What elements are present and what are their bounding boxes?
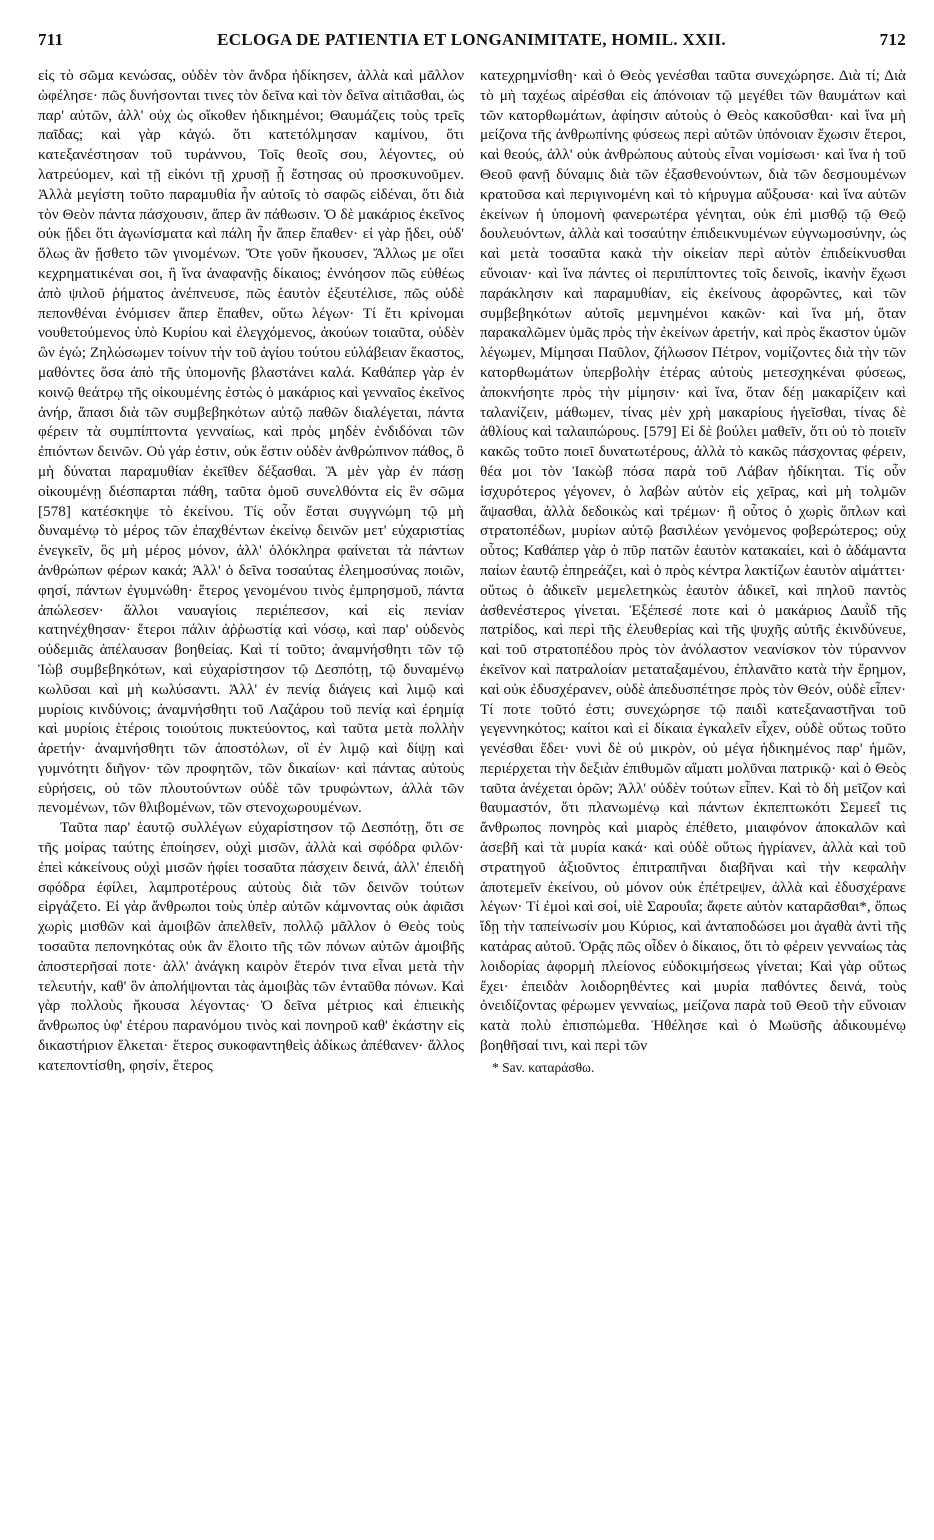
- page-number-left: 711: [38, 30, 64, 49]
- left-paragraph-1: εἰς τὸ σῶμα κενώσας, οὐδὲν τὸν ἄνδρα ἠδίκησεν, ἀλλὰ καὶ μᾶλλον ὠφέλησε· πῶς δυνήσονται τινες τὸν δεῖνα καὶ τὸν δεῖνα αἰτιᾶσθαι, ὡς παρ' αὐτῶν, ἀλλ' οὐχ ὡς οἴκοθεν ἠδικημένοι; Θαυμάζεις τοὺς τρεῖς παῖδας; καὶ γὰρ κἀγώ. ὅτι κατετόλμησαν καμίνου, ὅτι κατεξανέστησαν τοῦ τυράννου, Τοῖς θεοῖς σου, λέγοντες, οὐ λατρεύομεν, καὶ τῇ εἰκόνι τῇ χρυσῇ ᾗ ἔστησας οὐ προσκυνοῦμεν. Ἀλλὰ μεγίστη τοῦτο παραμυθία ἦν αὐτοῖς τὸ σαφῶς εἰδέναι, ὅτι διὰ τὸν Θεὸν πάντα πάσχουσιν, ἅπερ ἂν πάθωσιν. Ὁ δὲ μακάριος ἐκεῖνος οὐκ ᾔδει ὅτι ἀγωνίσματα καὶ πάλη ἦν ἅπερ ἔπαθεν· εἰ γὰρ ᾔδει, οὐδ' ὅλως ἂν ᾔσθετο τῶν γινομένων. Ὅτε γοῦν ἤκουσεν, Ἄλλως με οἴει κεχρηματικέναι σοι, ἢ ἵνα ἀναφανῇς δίκαιος; ἐννόησον πῶς εὐθέως ἀπὸ ψιλοῦ ῥήματος ἀνέπνευσε, πῶς ἑαυτὸν ἐξευτέλισε, πῶς οὐδὲ πεπονθέναι ἐνόμισεν ἅπερ ἔπαθεν, οὕτω λέγων· Τί ἔτι κρίνομαι νουθετούμενος ὑπὸ Κυρίου καὶ ἐλεγχόμενος, ἀκούων τοιαῦτα, οὐδὲν ὢν ἐγώ; Ζηλώσωμεν τοίνυν τὴν τοῦ ἁγίου τούτου εὐλάβειαν ἕκαστος, μαθόντες ὅσα ἀπὸ τῆς ὑπομονῆς βλαστάνει καλά. Καθάπερ γὰρ ἐν κοινῷ θεάτρῳ τῆς οἰκουμένης ἑστὼς ὁ μακάριος καὶ γενναῖος ἐκεῖνος ἀνήρ, ἅπασι διὰ τῶν συμβεβηκότων αὐτῷ παθῶν διαλέγεται, πάντα φέρειν τὰ συμπίπτοντα γενναίως, καὶ πρὸς μηδὲν ἐνδιδόναι τῶν ἐπιόντων δεινῶν. Οὐ γάρ ἐστιν, οὐκ ἔστιν οὐδὲν ἀνθρώπινον πάθος, ὃ μὴ δύναται παραμυθίαν ἐκεῖθεν δέξασθαι. Ἃ μὲν γὰρ ἐν πάσῃ οἰκουμένῃ διέσπαρται πάθη, ταῦτα ὁμοῦ συνελθόντα εἰς ἓν σῶμα [578] κατέσκηψε τὸ ἐκείνου. Τίς οὖν ἔσται συγγνώμη τῷ μὴ δυναμένῳ τὸ μέρος τῶν ἐπαχθέντων ἐκείνῳ δεινῶν μετ' εὐχαριστίας ἐνεγκεῖν, ὃς μὴ μέρος μόνον, ἀλλ' ὁλόκληρα φαίνεται τὰ πάντων ἀνθρώπων φέρων κακά; Ἀλλ' ὁ δεῖνα τοσαύτας ἐλεημοσύνας ποιῶν, φησί, πάντων ἐγυμνώθη· ἕτερος γενομένου τινὸς ἐμπρησμοῦ, πάντα ἀπώλεσεν· ἄλλοι ναυαγίοις περιέπεσον, καὶ εἰς πενίαν κατηνέχθησαν· ἕτεροι πάλιν ἀῤῥωστίᾳ καὶ νόσῳ, καὶ παρ' οὐδενὸς οὐδεμιᾶς ἀπέλαυσαν βοηθείας. Καὶ τί τοῦτο; ἀναμνήσθητι τῶν τῷ Ἰὼβ συμβεβηκότων, καὶ εὐχαρίστησον τῷ Δεσπότῃ, τῷ δυναμένῳ κωλῦσαι καὶ μὴ κωλύσαντι. Ἀλλ' ἐν πενίᾳ διάγεις καὶ λιμῷ καὶ μυρίοις κινδύνοις; ἀναμνήσθητι τοῦ Λαζάρου τοῦ πενίᾳ καὶ ἐρημίᾳ καὶ μυρίοις ἑτέροις τοιούτοις πυκτεύοντος, καὶ ταῦτα μετὰ πολλὴν ἀρετήν· ἀναμνήσθητι τῶν ἀποστόλων, οἳ ἐν λιμῷ καὶ δίψῃ καὶ γυμνότητι διῆγον· τῶν προφητῶν, τῶν δικαίων· καὶ πάντας αὐτοὺς εὑρήσεις, οὐ τῶν πλουτούντων οὐδὲ τῶν τρυφώντων, ἀλλὰ τῶν πενομένων, τῶν θλιβομένων, τῶν στενοχωρουμένων.: [38, 67, 464, 817]
- right-column: [480, 66, 906, 1078]
- footnote: * Sav. καταράσθω.: [492, 1059, 595, 1075]
- left-column: [38, 66, 464, 1076]
- right-paragraph-1: κατεχρημνίσθη· καὶ ὁ Θεὸς γενέσθαι ταῦτα συνεχώρησε. Διὰ τί; Διὰ τὸ μὴ ταχέως αἱρέσθαι εἰς ἀπόνοιαν τῷ μεγέθει τῶν θαυμάτων καὶ τῶν κατορθωμάτων, ἀφίησιν αὐτοὺς ὁ Θεὸς κακοῦσθαι· καὶ ἵνα μὴ μείζονα τῆς ἀνθρωπίνης φύσεως περὶ αὐτῶν ὑπόνοιαν ἔχωσιν ἕτεροι, καὶ θεούς, ἀλλ' οὐκ ἀνθρώπους αὐτοὺς εἶναι νομίσωσι· καὶ ἵνα ἡ τοῦ Θεοῦ φανῇ δύναμις διὰ τῶν ἐξασθενούντων, διὰ τῶν δεσμουμένων κρατοῦσα καὶ περιγινομένη καὶ τὸ κήρυγμα αὔξουσα· καὶ ἵνα αὐτῶν ἐκείνων ἡ ὑπομονὴ φανερωτέρα γένηται, οὐκ ἐπὶ μισθῷ τῷ Θεῷ δουλευόντων, ἀλλὰ καὶ τοσαύτην ἐπιδεικνυμένων εὐγνωμοσύνην, ὡς καὶ μετὰ τοσαῦτα κακὰ τὴν οἰκείαν περὶ αὐτὸν ἐπιδείκνυσθαι εὔνοιαν· καὶ ἵνα πάντες οἱ περιπίπτοντες τοῖς δεινοῖς, ἱκανὴν ἔχωσι παράκλησιν καὶ παραμυθίαν, εἰς ἐκείνους ἀφορῶντες, καὶ τῶν συμβεβηκότων αὐτοῖς μεμνημένοι κακῶν· καὶ ἵνα μή, ὅταν παρακαλῶμεν ὑμᾶς πρὸς τὴν ἐκείνων ἀρετήν, καὶ πρὸς ἕκαστον ὑμῶν λέγωμεν, Μίμησαι Παῦλον, ζήλωσον Πέτρον, νομίζοντες διὰ τὴν τῶν κατορθωμάτων ὑπερβολὴν ἑτέρας αὐτοὺς μετεσχηκέναι φύσεως, ἀποκνήσητε πρὸς τὴν μίμησιν· καὶ ἵνα, ὅταν δέῃ μακαρίζειν καὶ ταλανίζειν, μάθωμεν, τίνας μὲν χρὴ μακαρίους ἡγεῖσθαι, τίνας δὲ ἀθλίους καὶ ταλαιπώρους. [579] Εἰ δὲ βούλει μαθεῖν, ὅτι οὐ τὸ ποιεῖν κακῶς τοῦτο ποιεῖ δυνατωτέρους, ἀλλὰ τὸ κακῶς πάσχοντας φέρειν, θέα μοι τὸν Ἰακὼβ πόσα παρὰ τοῦ Λάβαν ἠδίκηται. Τίς οὖν ἰσχυρότερος γέγονεν, ὁ λαβὼν αὐτὸν εἰς χεῖρας, καὶ μὴ τολμῶν ἅψασθαι, ἀλλὰ δεδοικὼς καὶ τρέμων· ἢ οὗτος ὁ χωρὶς ὅπλων καὶ στρατοπέδων, μυρίων αὐτῷ βασιλέων γενόμενος φοβερώτερος; οὐχ οὗτος; Καθάπερ γὰρ ὁ πῦρ πατῶν ἑαυτὸν κατακαίει, καὶ ὁ ἀδάμαντα παίων ἑαυτῷ ἐπηρεάζει, καὶ ὁ πρὸς κέντρα λακτίζων ἑαυτὸν αἱμάττει· οὕτως ὁ ἀδικεῖν μεμελετηκὼς ἑαυτὸν ἀδικεῖ, καὶ πηλοῦ παντὸς ἀσθενέστερος γίνεται. Ἐξέπεσέ ποτε καὶ ὁ μακάριος Δαυῒδ τῆς πατρίδος, καὶ περὶ τῆς ἐλευθερίας καὶ τῆς ψυχῆς αὐτῆς ἐκινδύνευε, καὶ τοῦ στρατοπέδου πρὸς τὸν ἀνόλαστον νεανίσκον τὸν τύραννον ἐκεῖνον καὶ πατραλοίαν μεταταξαμένου, ἐπλανᾶτο κατὰ τὴν ἔρημον, καὶ οὐκ ἐδυσχέρανεν, οὐδὲ ἀπεδυσπέτησε πρὸς τὸν Θεόν, οὐδὲ εἶπεν· Τί ποτε τοῦτό ἐστι; συνεχώρησε τῷ παιδὶ κατεξαναστῆναι τοῦ γεγεννηκότος; καίτοι καὶ εἰ δίκαια ἐγκαλεῖν εἶχεν, οὐδὲ οὕτως τοῦτο γενέσθαι ἔδει· νυνὶ δὲ οὐ μικρὸν, οὐ μέγα ἠδικημένος παρ' ἡμῶν, περιέρχεται τὴν δεξιὰν ἐπιθυμῶν αἵματι μολῦναι πατρικῷ· καὶ ὁ Θεὸς ταῦτα ἀνέχεται ὁρῶν; Ἀλλ' οὐδὲν τούτων εἶπεν. Καὶ τὸ δὴ μεῖζον καὶ θαυμαστόν, ὅτι πλανωμένῳ καὶ πάντων ἐκπεπτωκότι Σεμεεΐ τις ἄνθρωπος πονηρὸς καὶ μιαρὸς ἐπέθετο, μιαιφόνον ἀποκαλῶν καὶ ἀσεβῆ καὶ τὰ μυρία κακά· καὶ οὐδὲ οὕτως ἠγρίανεν, ἀλλὰ καὶ τοῦ στρατηγοῦ ἀξιοῦντος ἐπιτραπῆναι διαβῆναι καὶ τὴν κεφαλὴν ἀποτεμεῖν ἐκείνου, οὐ μόνον οὐκ ἐπέτρεψεν, ἀλλὰ καὶ ἐδυσχέρανε λέγων· Τί ἐμοὶ καὶ σοί, υἱὲ Σαρουΐα; ἄφετε αὐτὸν καταρᾶσθαι*, ὅπως ἴδῃ τὴν ταπείνωσίν μου Κύριος, καὶ ἀνταποδώσει μοι ἀγαθὰ ἀντὶ τῆς κατάρας αὐτοῦ. Ὁρᾷς πῶς οἶδεν ὁ δίκαιος, ὅτι τὸ φέρειν γενναίως τὰς λοιδορίας ἀφορμὴ πλείονος εὐδοκιμήσεως γίνεται; Καὶ γὰρ οὕτως ἔχει· ἐπειδὰν λοιδορηθέντες καὶ μυρία παθόντες δεινά, τοὺς ὀνειδίζοντας φέρωμεν γενναίως, μείζονα παρὰ τοῦ Θεοῦ τὴν εὔνοιαν κατὰ πολὺ ἐπισπώμεθα. Ἠθέλησε καὶ ὁ Μωϋσῆς ἀδικουμένῳ βοηθῆσαί τινι, καὶ περὶ τῶν: [480, 67, 906, 1055]
- left-paragraph-2: Ταῦτα παρ' ἑαυτῷ συλλέγων εὐχαρίστησον τῷ Δεσπότῃ, ὅτι σε τῆς μοίρας ταύτης ἐποίησεν, οὐχὶ μισῶν, ἀλλὰ καὶ σφόδρα φιλῶν· ἐπεὶ κἀκείνους οὐχὶ μισῶν ἠφίει τοσαῦτα πάσχειν δεινά, ἀλλ' ἐπειδὴ σφόδρα ἐφίλει, λαμπροτέρους αὐτοὺς διὰ τῶν δεινῶν τούτων εἰργάζετο. Εἰ γὰρ ἄνθρωποι τοὺς ὑπὲρ αὐτῶν κάμνοντας οὐκ ἀφιᾶσι χωρὶς μισθῶν καὶ ἀμοιβῶν ἀπελθεῖν, πολλῷ μᾶλλον ὁ Θεὸς τοὺς τοσαῦτα πεπονηκότας οὐκ ἂν ἕλοιτο τῆς τῶν πόνων αὐτῶν ἀμοιβῆς ἀποστερῆσαί ποτε· ἀλλ' ἀνάγκη καιρὸν ἕτερόν τινα εἶναι μετὰ τὴν τελευτήν, καθ' ὃν ἀπολήψονται τὰς ἀμοιβὰς τῶν ἐνταῦθα πόνων. Καὶ γὰρ πολλοὺς ἤκουσα λέγοντας· Ὁ δεῖνα μέτριος καὶ ἐπιεικὴς ἄνθρωπος ὑφ' ἑτέρου παρανόμου τινὸς καὶ πονηροῦ καθ' ἑκάστην εἰς δικαστήριον ἕλκεται· ἕτερος συκοφαντηθεὶς ἀδίκως ἀπέθανεν· ἄλλος κατεποντίσθη, φησίν, ἕτερος: [38, 819, 464, 1074]
- running-header: [38, 30, 906, 58]
- running-title: ECLOGA DE PATIENTIA ET LONGANIMITATE, HOMIL. XXII.: [217, 30, 726, 49]
- page-number-right: 712: [879, 30, 906, 49]
